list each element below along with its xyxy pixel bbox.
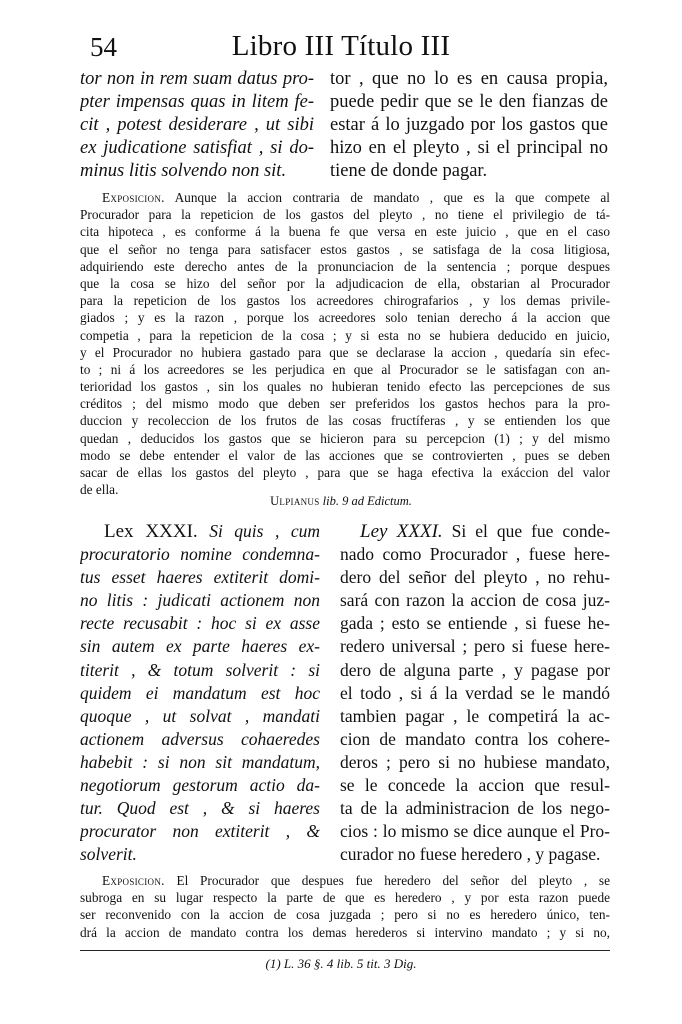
text-line: de ella.: [80, 482, 119, 498]
text-line: actionem adversus cohaeredes: [80, 728, 320, 749]
text-line: ser reconvenido con la accion de cosa juzgada ; pero si no es heredero único, ten-: [80, 907, 610, 923]
spanish-law-column: [340, 520, 610, 866]
exposition-first-line: Aunque la accion contraria de mandato , que es la que compete al: [174, 190, 610, 205]
text-line: hizo en el pleyto , si el principal no: [330, 138, 608, 158]
text-line: to ; ni á los acreedores se les perjudica en que al Procurador se le satisfagan con an-: [80, 361, 610, 377]
text-line: modo se debe entender el valor de las acciones que se controvierten , pues se deben: [80, 447, 610, 463]
text-line: adquiriendo este derecho antes de la pronunciacion de la sentencia ; porque despues: [80, 258, 610, 274]
text-line: redero universal ; pero si fuese here-: [340, 636, 610, 657]
text-line: puede pedir que se le den fianzas de: [330, 92, 608, 112]
text-line: no litis : judicati actionem non: [80, 590, 320, 611]
text-line: sacar de ellas los gastos del pleyto , para que se haga efectiva la exáccion del valor: [80, 465, 610, 480]
text-line: créditos ; del mismo modo que deben ser preferidos los gastos hechos para la pro-: [80, 396, 610, 412]
text-line: sará con razon la accion de cosa juz-: [340, 590, 610, 611]
text-line: deros ; pero si no hubiese mandato,: [340, 751, 610, 772]
text-line: cita hipoteca , es conforme á la buena fe que versa en este juicio , que en el caso: [80, 224, 610, 240]
text-line: curador no fuese heredero , y pagase.: [340, 844, 601, 865]
text-line: habebit : si non sit mandatum,: [80, 751, 320, 772]
attribution-reference: lib. 9 ad Edictum.: [322, 494, 412, 508]
exposition-paragraph-1: [80, 189, 610, 498]
text-line: cios : lo mismo se dice aunque el Pro-: [340, 821, 610, 842]
exposition-first-line: El Procurador que despues fue heredero del señor del pleyto , se: [176, 873, 610, 888]
text-line: [80, 872, 610, 889]
text-line: el todo , si á la verdad se le mandó: [340, 682, 610, 703]
text-line: que el señor no tenga para satisfacer estos gastos , se satisfaga de la cosa litigiosa,: [80, 241, 610, 257]
text-line: tor , que no lo es en causa propia,: [330, 69, 608, 89]
text-line: gada ; esto se entiende , si fuese he-: [340, 613, 610, 634]
source-attribution: [0, 494, 682, 509]
text-line: recte recusabit : hoc si ex asse: [80, 613, 320, 634]
attribution-author: Ulpianus: [270, 494, 320, 508]
footnote-divider: [80, 950, 610, 951]
latin-law-column: [80, 520, 320, 866]
text-line: tur. Quod est , & si haeres: [80, 798, 320, 819]
text-line: subroga en su lugar respecto la parte de que es heredero , y por esta razon puede: [80, 890, 610, 906]
text-line: negotiorum gestorum actio da-: [80, 775, 320, 796]
text-line: minus litis solvendo non sit.: [80, 161, 287, 181]
text-line: dero del señor del pleyto , no rehu-: [340, 567, 610, 588]
text-line: sin autem ex parte haeres ex-: [80, 636, 320, 657]
exposition-label: Exposicion.: [102, 873, 165, 888]
text-line: quedan , deducidos los gastos que se hicieron para su percepcion (1) ; y del mismo: [80, 430, 610, 446]
text-line: tambien pagar , le competirá la ac-: [340, 705, 610, 726]
text-line: terioridad los gastos , sin los quales no hubieran tenido efecto las percepciones de sus: [80, 379, 610, 395]
page-header: [0, 30, 682, 70]
text-line: tor non in rem suam datus pro-: [80, 69, 314, 89]
page-number: 54: [90, 32, 117, 62]
text-line: solverit.: [80, 844, 137, 865]
text-line: [80, 189, 610, 206]
law-heading-latin: Lex XXXI.: [104, 521, 198, 542]
text-line: se le concede la accion que resul-: [340, 775, 610, 796]
text-line: titerit , & totum solverit : si: [80, 659, 320, 680]
text-line: ex judicatione satisfiat , si do-: [80, 138, 314, 158]
text-line: cion de mandato contra los cohere-: [340, 728, 610, 749]
law-heading-spanish: Ley XXXI.: [360, 521, 443, 542]
footnote: (1) L. 36 §. 4 lib. 5 tit. 3 Dig.: [265, 956, 417, 971]
text-line: dero de alguna parte , y pagase por: [340, 659, 610, 680]
latin-column-top: [80, 68, 314, 183]
exposition-paragraph-2: [80, 872, 610, 941]
text-line: tus esset haeres extiterit domi-: [80, 567, 320, 588]
text-line: para la repeticion de los gastos los acreedores chirografarios , y los demas privile-: [80, 293, 610, 309]
text-line: procuratorio nomine condemna-: [80, 544, 320, 565]
text-line: drá la accion de mandato contra los demas herederos si intervino mandato ; y si no,: [80, 924, 610, 940]
text-line: pter impensas quas in litem fe-: [80, 92, 314, 112]
text-line: procurator non extiterit , &: [80, 821, 320, 842]
text-line: cit , potest desiderare , ut sibi: [80, 115, 314, 135]
text-line: nado como Procurador , fuese here-: [340, 544, 610, 565]
spanish-column-top: [330, 68, 608, 183]
text-line: quidem ei mandatum est hoc: [80, 682, 320, 703]
text-line: competia , para la repeticion de la cosa ; y si esta no se hubiera deducido en juicio,: [80, 327, 610, 343]
text-line: tiene de donde pagar.: [330, 161, 488, 181]
text-line: giados ; y es la razon , porque los acreedores solo tenian derecho á la accion que: [80, 310, 610, 326]
text-line: que la cosa se hizo del señor por la adjudicacion de ella, obstarian al Procurador: [80, 275, 610, 291]
exposition-label: Exposicion.: [102, 190, 165, 205]
text-line: [80, 520, 320, 543]
law-first-line: Si el que fue conde-: [451, 521, 610, 541]
text-line: duccion y recoleccion de los frutos de las cosas fructíferas , y se entienden los que: [80, 413, 610, 429]
text-line: ta de la administracion de los nego-: [340, 798, 610, 819]
text-line: Procurador para la repeticion de los gastos del pleyto , no tiene el privilegio de tá-: [80, 207, 610, 223]
law-first-line: Si quis , cum: [209, 521, 320, 541]
text-line: estar á lo juzgado por los gastos que: [330, 115, 608, 135]
text-line: [340, 520, 610, 543]
text-line: y el Procurador no hubiera gastado para que se declarase la accion , quedaría sin efec-: [80, 344, 610, 360]
text-line: quoque , ut solvat , mandati: [80, 705, 320, 726]
running-title: Libro III Título III: [231, 30, 451, 62]
